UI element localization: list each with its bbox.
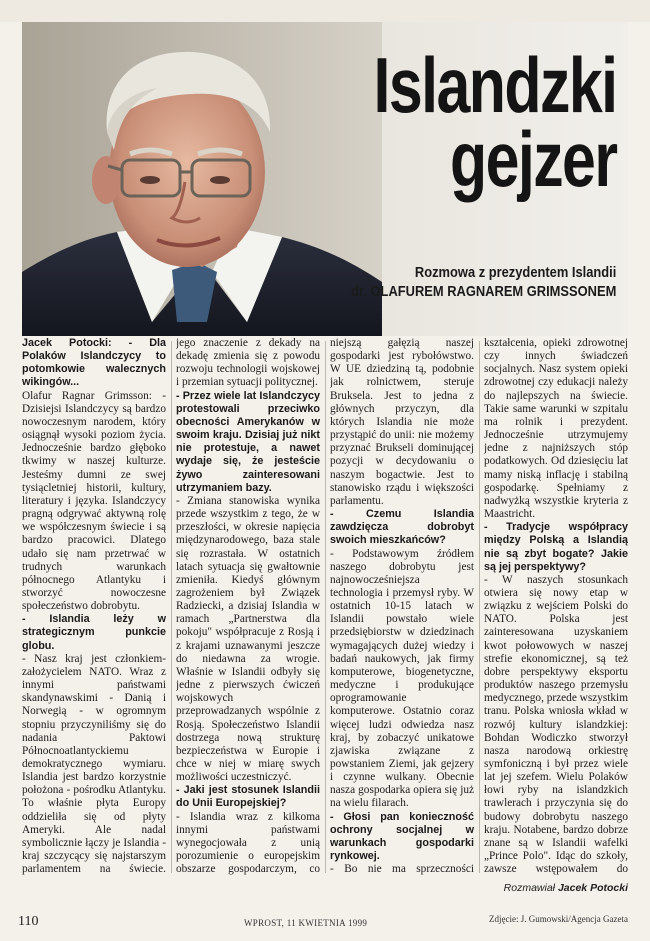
byline: [504, 882, 628, 894]
answer-paragraph: - Bo nie ma sprzeczności: [330, 863, 474, 876]
column-divider: [325, 341, 326, 873]
answer-paragraph: Olafur Ragnar Grimsson: - Dzisiejsi Islandczycy są bardzo nowoczesnym narodem, który osiągnął wysoki poziom życia. Jednocześnie bardzo głęboko tkwimy w naszej kulturze. Jesteśmy dumni ze swej tysiącletniej historii, kultury, literatury i języka. Islandczycy pragną odgrywać aktywną rolę we współczesnym świecie i są bardzo pracowici. Dlatego udało się nam przetrwać w trudnych warunkach północnego Atlantyku i stworzyć nowoczesne społeczeństwo dobrobytu.: [22, 389, 166, 613]
answer-paragraph: kształcenia, opieki zdrowotnej czy innych świadczeń socjalnych. Nasz system opieki zdrowotnej czy edukacji należy do najlepszych na świecie. Takie same warunki w szpitalu ma rolnik i prezydent. Jednocześnie utrzymujemy jedne z najniższych stóp podatkowych. Od dziesięciu lat mamy niską inflację i stabilną gospodarkę. Spełniamy z nadwyżką wszystkie kryteria z Maastricht.: [484, 337, 628, 521]
answer-paragraph: - Islandia wraz z kilkoma innymi państwami wynegocjowała z unią porozumienie o europejskim obszarze gospodarczym, co: [176, 810, 320, 876]
column-divider: [479, 341, 480, 873]
column-2: [176, 337, 320, 877]
column-divider: [171, 341, 172, 873]
article-body: [22, 337, 628, 877]
interviewer-question: - Przez wiele lat Islandczycy protestowali przeciwko obecności Amerykanów w swoim kraju. Dzisiaj już nikt nie protestuje, a nawet wydaje się, że jesteście żywo zainteresowani utrzymaniem bazy.: [176, 389, 320, 494]
interviewer-question: - Tradycje współpracy między Polską a Islandią nie są zbyt bogate? Jakie są jej perspektywy?: [484, 521, 628, 573]
answer-paragraph: - Zmiana stanowiska wynika przede wszystkim z tego, że w przeszłości, w okresie napięcia międzynarodowego, baza stale się rozrastała. W ostatnich latach sytuacja się gwałtownie zmieniła. Kiedyś głównym zagrożeniem był Związek Radziecki, a dzisiaj Islandia w ramach „Partnerstwa dla pokoju" współpracuje z Rosją i z krajami uznawanymi jeszcze do niedawna za wrogie. Właśnie w Islandii odbyły się jedne z pierwszych ćwiczeń wojskowych przeprowadzanych wspólnie z Rosją. Społeczeństwo Islandii dostrzega nową strukturę bezpieczeństwa w Europie i chce w niej w miarę swych możliwości uczestniczyć.: [176, 494, 320, 784]
photo-credit: Zdjęcie: J. Gumowski/Agencja Gazeta: [489, 914, 628, 924]
answer-paragraph: - Podstawowym źródłem naszego dobrobytu jest najnowocześniejsza technologia i przemysł ryby. W ostatnich 10-15 latach w Islandii powstało wiele przedsiębiorstw w dziedzinach wymagających dużej wiedzy i badań naukowych, jak firmy komputerowe, biogenetyczne, medyczne i produkujące oprogramowanie komputerowe. Ostatnio coraz więcej ludzi odwiedza nasz kraj, by zobaczyć unikatowe zjawiska związane z powstaniem Ziemi, jak gejzery i czynne wulkany. Obecnie nasza gospodarka opiera się już na wielu filarach.: [330, 547, 474, 810]
answer-paragraph: jego znaczenie z dekady na dekadę zmienia się z powodu rozwoju technologii wojskowej i przemian sytuacji politycznej.: [176, 337, 320, 389]
column-4: [484, 337, 628, 877]
column-1: [22, 337, 166, 877]
answer-paragraph: - W naszych stosunkach otwiera się nowy etap w związku z wejściem Polski do NATO. Polska jest zainteresowana uzyskaniem kwot połowowych w naszej strefie ekonomicznej, są też dobre perspektywy eksportu produktów naszego przemysłu medycznego, przede wszystkim tranu. Polska wniosła wkład w rozwój kultury islandzkiej: Bohdan Wodiczko stworzył nasza narodową orkiestrę symfoniczną i był przez wiele lat jej szefem. Wielu Polaków łowi ryby na islandzkich trawlerach i przyczynia się do budowy dobrobytu naszego kraju. Notabene, bardzo dobrze znane są w Islandii wafelki „Prince Polo". Idąc do szkoły, zawsze wstępowałem do: [484, 573, 628, 876]
subtitle-line-2: dr. OLAFUREM RAGNAREM GRIMSSONEM: [350, 282, 616, 300]
byline-prefix: Rozmawiał: [503, 882, 556, 894]
article-title: [305, 41, 616, 204]
title-line-2: gejzer: [449, 115, 616, 204]
magazine-folio: WPROST, 11 KWIETNIA 1999: [244, 918, 368, 928]
byline-author: Jacek Potocki: [557, 882, 628, 894]
header-photo-area: [22, 22, 628, 336]
interviewer-question: - Islandia leży w strategicznym punkcie globu.: [22, 613, 166, 652]
subtitle-line-1: Rozmowa z prezydentem Islandii: [414, 264, 616, 281]
interviewer-question: - Jaki jest stosunek Islandii do Unii Europejskiej?: [176, 784, 320, 810]
interviewer-question: - Czemu Islandia zawdzięcza dobrobyt swoich mieszkańców?: [330, 508, 474, 547]
answer-paragraph: niejszą gałęzią naszej gospodarki jest rybołówstwo. W UE dziedziną tą, podobnie jak rolnictwem, steruje Bruksela. Jest to jedna z głównych przyczyn, dla których Islandia nie może przystąpić do unii: nie możemy przyznać Brukseli dominującej pozycji w decydowaniu o naszym bogactwie. Jest to stanowisko rządu i większości parlamentu.: [330, 337, 474, 507]
answer-paragraph: - Nasz kraj jest członkiem-założycielem NATO. Wraz z innymi państwami skandynawskimi - Danią i Norwegią - w ogromnym stopniu przyczyniliśmy się do nadania Paktowi Północnoatlantyckiemu demokratycznego wymiaru. Islandia jest bardzo korzystnie położona - pośrodku Atlantyku. To właśnie płyta Europy oddzieliła się od płyty Ameryki. Ale nadal symbolicznie łączy je Islandia - kraj szczycący się najstarszym parlamentem na świecie.: [22, 652, 166, 876]
interviewer-question: Jacek Potocki: - Dla Polaków Islandczycy to potomkowie walecznych wikingów...: [22, 337, 166, 389]
article-subtitle: [308, 264, 616, 302]
top-margin: [0, 0, 650, 22]
page-number: 110: [18, 914, 39, 929]
interviewer-question: - Głosi pan konieczność ochrony socjalnej w warunkach gospodarki rynkowej.: [330, 810, 474, 863]
title-line-1: Islandzki: [373, 41, 616, 129]
column-3: [330, 337, 474, 877]
